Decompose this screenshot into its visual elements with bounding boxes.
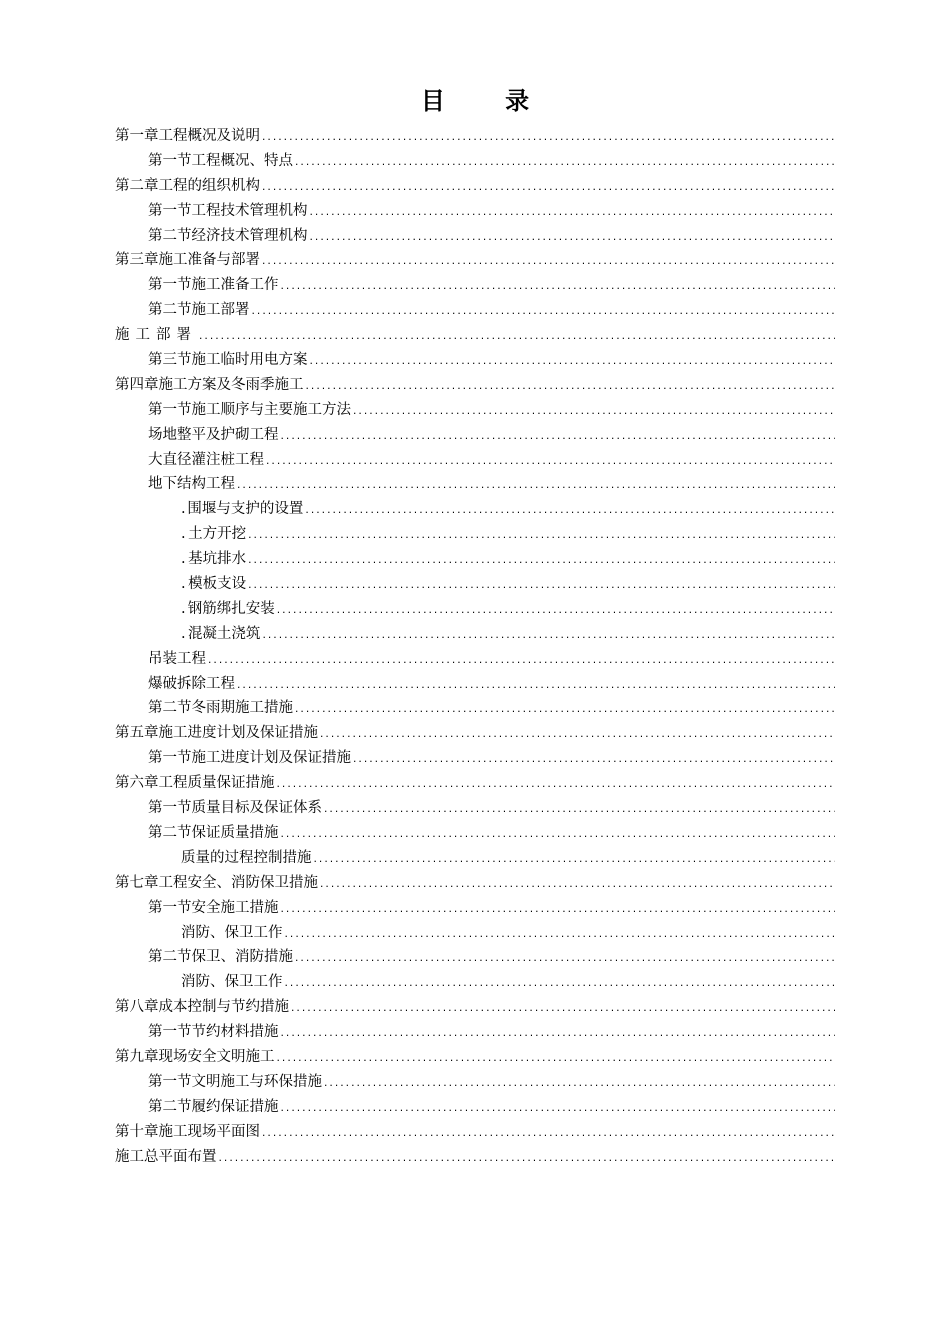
toc-list (115, 124, 835, 1169)
dot-leader (276, 773, 836, 798)
toc-entry[interactable] (115, 298, 835, 323)
dot-leader (323, 1072, 835, 1097)
toc-entry[interactable] (115, 1020, 835, 1045)
toc-entry-title: 工程质量保证措施 (158, 775, 275, 792)
toc-entry-number: 第一节 (148, 750, 192, 767)
toc-entry[interactable] (115, 224, 835, 249)
dot-leader (313, 848, 836, 873)
page-title: 目 录 (420, 87, 556, 115)
toc-entry-number: 第四章 (115, 376, 159, 393)
toc-entry-title: 场地整平及护砌工程 (148, 426, 279, 443)
toc-entry-number: . (181, 551, 186, 568)
toc-entry-number: 第二节 (148, 949, 192, 966)
toc-entry-number: 第二章 (115, 177, 159, 194)
toc-entry-number: 第十章 (115, 1123, 159, 1140)
toc-entry-number: 第六章 (115, 775, 159, 792)
dot-leader (247, 524, 835, 549)
toc-entry-number: . (181, 625, 186, 642)
dot-leader (309, 350, 836, 375)
toc-entry[interactable] (115, 174, 835, 199)
toc-entry-number: 第一节 (148, 800, 192, 817)
toc-entry-number: 第一章 (115, 128, 159, 144)
dot-leader (276, 599, 835, 624)
toc-entry-number: . (181, 576, 186, 593)
dot-leader (323, 798, 835, 823)
toc-entry-title: 混凝土浇筑 (187, 625, 261, 642)
toc-entry-title: 钢筋绑扎安装 (187, 600, 275, 617)
dot-leader (280, 1022, 836, 1047)
dot-leader (236, 674, 835, 699)
dot-leader (247, 549, 835, 574)
dot-leader (276, 1047, 836, 1072)
toc-entry[interactable] (115, 821, 835, 846)
toc-entry-title: 工程技术管理机构 (191, 202, 308, 219)
toc-entry-number: 第二节 (148, 302, 192, 319)
dot-leader (284, 923, 836, 948)
toc-entry[interactable] (115, 348, 835, 373)
toc-entry[interactable] (115, 398, 835, 423)
toc-entry-title: 施工准备与部署 (158, 252, 260, 269)
toc-entry[interactable] (115, 373, 835, 398)
toc-entry-number: 第二节 (148, 824, 192, 841)
toc-entry[interactable] (115, 248, 835, 273)
dot-leader (261, 624, 835, 649)
toc-entry[interactable] (115, 199, 835, 224)
toc-entry-title: 冬雨期施工措施 (191, 700, 293, 717)
toc-entry-title: 文明施工与环保措施 (191, 1073, 322, 1090)
dot-leader (280, 1097, 836, 1122)
toc-entry-number: 第七章 (115, 874, 159, 891)
toc-entry-title: 围堰与支护的设置 (187, 501, 304, 518)
toc-entry-title: 保证质量措施 (191, 824, 279, 841)
toc-entry-title: 地下结构工程 (148, 476, 235, 493)
toc-entry[interactable] (115, 1095, 835, 1120)
toc-entry-title: 施工方案及冬雨季施工 (158, 376, 304, 393)
toc-entry[interactable] (115, 323, 835, 348)
toc-entry[interactable] (115, 970, 835, 995)
toc-entry-title: 施工准备工作 (191, 277, 279, 294)
dot-leader (294, 698, 835, 723)
toc-entry-number: 第二节 (148, 227, 192, 244)
dot-leader (309, 226, 836, 251)
toc-entry[interactable] (115, 721, 835, 746)
toc-entry-title: 施工部署 (191, 302, 250, 319)
toc-entry-number: 第一节 (148, 202, 192, 219)
toc-entry-title: 施工临时用电方案 (191, 352, 308, 369)
toc-entry-title: 消防、保卫工作 (181, 974, 283, 991)
dot-leader (236, 474, 835, 499)
toc-entry-title: 质量的过程控制措施 (181, 849, 312, 866)
toc-entry[interactable] (115, 796, 835, 821)
toc-entry-title: 施工部署 (115, 327, 197, 344)
toc-entry-title: 经济技术管理机构 (191, 227, 308, 244)
toc-entry-title: 工程概况、特点 (191, 152, 293, 169)
toc-entry-number: . (181, 501, 186, 518)
dot-leader (294, 151, 835, 176)
toc-entry[interactable] (115, 1120, 835, 1145)
dot-leader (247, 574, 835, 599)
toc-entry-number: 第二节 (148, 1098, 192, 1115)
toc-entry-title: 履约保证措施 (191, 1098, 279, 1115)
toc-entry-title: 施工顺序与主要施工方法 (191, 401, 351, 418)
toc-entry-title: 保卫、消防措施 (191, 949, 293, 966)
dot-leader (319, 723, 835, 748)
toc-entry-number: 第五章 (115, 725, 159, 742)
toc-entry[interactable] (115, 1145, 835, 1170)
toc-entry-title: 基坑排水 (188, 551, 247, 568)
toc-entry[interactable] (115, 522, 835, 547)
toc-entry-title: 施工总平面布置 (115, 1148, 217, 1165)
dot-leader (319, 873, 835, 898)
toc-entry[interactable] (115, 597, 835, 622)
toc-entry-number: 第一节 (148, 1073, 192, 1090)
toc-entry-number: 第三节 (148, 352, 192, 369)
toc-entry-title: 现场安全文明施工 (158, 1048, 275, 1065)
dot-leader (294, 947, 835, 972)
toc-entry-title: 大直径灌注桩工程 (148, 451, 264, 468)
toc-entry[interactable] (115, 696, 835, 721)
toc-entry-title: 节约材料措施 (191, 1024, 279, 1041)
toc-entry-title: 模板支设 (188, 576, 247, 593)
dot-leader (218, 1147, 836, 1172)
toc-entry-number: . (181, 600, 186, 617)
toc-entry-title: 土方开挖 (188, 526, 247, 543)
dot-leader (280, 898, 836, 923)
toc-entry-title: 工程安全、消防保卫措施 (158, 874, 318, 891)
toc-entry-title: 爆破拆除工程 (148, 675, 235, 692)
toc-entry-number: 第二节 (148, 700, 192, 717)
dot-leader (352, 400, 835, 425)
toc-entry-title: 工程概况及说明 (158, 128, 260, 144)
toc-entry[interactable] (115, 896, 835, 921)
toc-entry[interactable] (115, 273, 835, 298)
toc-entry-number: 第九章 (115, 1048, 159, 1065)
dot-leader (198, 325, 835, 350)
dot-leader (305, 375, 836, 400)
toc-entry[interactable] (115, 1070, 835, 1095)
toc-entry[interactable] (115, 746, 835, 771)
toc-entry[interactable] (115, 124, 835, 149)
toc-entry[interactable] (115, 547, 835, 572)
toc-entry[interactable] (115, 871, 835, 896)
toc-entry-title: 成本控制与节约措施 (158, 999, 289, 1016)
toc-entry[interactable] (115, 846, 835, 871)
toc-entry[interactable] (115, 497, 835, 522)
toc-entry-title: 施工进度计划及保证措施 (158, 725, 318, 742)
toc-entry-number: 第一节 (148, 277, 192, 294)
toc-entry[interactable] (115, 572, 835, 597)
dot-leader (280, 275, 836, 300)
toc-entry[interactable] (115, 995, 835, 1020)
toc-entry[interactable] (115, 149, 835, 174)
toc-entry-title: 安全施工措施 (191, 899, 279, 916)
toc-entry-number: 第一节 (148, 401, 192, 418)
toc-entry[interactable] (115, 423, 835, 448)
toc-entry[interactable] (115, 1045, 835, 1070)
toc-entry-title: 施工进度计划及保证措施 (191, 750, 351, 767)
dot-leader (352, 748, 835, 773)
dot-leader (284, 972, 836, 997)
toc-entry-number: . (181, 526, 186, 543)
toc-entry[interactable] (115, 921, 835, 946)
dot-leader (261, 176, 835, 201)
toc-entry-number: 第一节 (148, 152, 192, 169)
toc-entry[interactable] (115, 771, 835, 796)
dot-leader (261, 1122, 835, 1147)
toc-entry-title: 施工现场平面图 (158, 1123, 260, 1140)
toc-entry[interactable] (115, 622, 835, 647)
toc-entry-title: 质量目标及保证体系 (191, 800, 322, 817)
toc-entry[interactable] (115, 945, 835, 970)
toc-entry-number: 第一节 (148, 899, 192, 916)
toc-entry-number: 第一节 (148, 1024, 192, 1041)
toc-entry-title: 消防、保卫工作 (181, 924, 283, 941)
dot-leader (261, 250, 835, 275)
dot-leader (265, 450, 835, 475)
toc-entry-number: 第三章 (115, 252, 159, 269)
toc-entry[interactable] (115, 672, 835, 697)
toc-entry-title: 工程的组织机构 (158, 177, 260, 194)
toc-entry-title: 吊装工程 (148, 650, 206, 667)
dot-leader (280, 823, 836, 848)
dot-leader (280, 425, 836, 450)
toc-entry-number: 第八章 (115, 999, 159, 1016)
toc-entry[interactable] (115, 472, 835, 497)
dot-leader (251, 300, 836, 325)
dot-leader (290, 997, 835, 1022)
dot-leader (304, 499, 835, 524)
dot-leader (261, 126, 835, 151)
toc-entry[interactable] (115, 647, 835, 672)
toc-entry[interactable] (115, 448, 835, 473)
dot-leader (207, 649, 835, 674)
dot-leader (309, 201, 836, 226)
